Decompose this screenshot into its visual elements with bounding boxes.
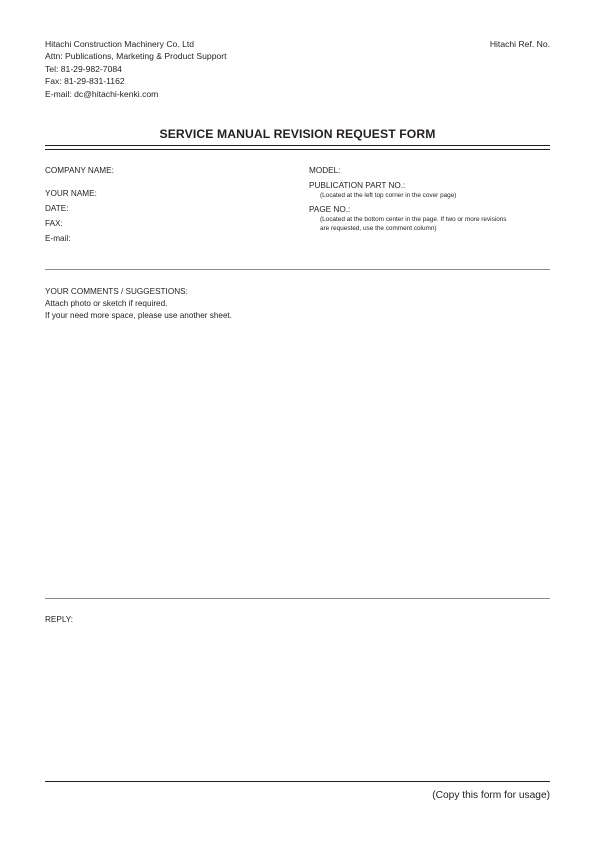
comments-heading: YOUR COMMENTS / SUGGESTIONS: — [45, 287, 188, 296]
page-no-note-line1: (Located at the bottom center in the page. If two or more revisions — [320, 216, 507, 223]
publication-part-no-note: (Located at the left top corner in the cover page) — [320, 192, 457, 199]
footer-note: (Copy this form for usage) — [432, 790, 550, 801]
email-label: E-mail: — [45, 234, 71, 243]
date-label: DATE: — [45, 204, 69, 213]
fax-label: FAX: — [45, 219, 63, 228]
bottom-rule — [45, 781, 550, 782]
comments-instruction-2: If your need more space, please use another sheet. — [45, 311, 233, 320]
page-no-label: PAGE NO.: — [309, 205, 351, 214]
publication-part-no-label: PUBLICATION PART NO.: — [309, 181, 406, 190]
reply-label: REPLY: — [45, 615, 74, 624]
comments-section — [45, 286, 232, 322]
title-rule-thin — [45, 149, 550, 150]
form-title: SERVICE MANUAL REVISION REQUEST FORM — [159, 127, 436, 141]
model-label: MODEL: — [309, 166, 341, 175]
fax-line: Fax: 81-29-831-1162 — [45, 76, 125, 87]
comments-instruction-1: Attach photo or sketch if required. — [45, 299, 168, 308]
tel-line: Tel: 81-29-982-7084 — [45, 63, 122, 74]
contact-block — [45, 38, 227, 100]
title-rule-thick — [45, 145, 550, 146]
fields-separator — [45, 269, 550, 270]
email-line: E-mail: dc@hitachi-kenki.com — [45, 88, 159, 99]
company-name: Hitachi Construction Machinery Co. Ltd — [45, 39, 195, 49]
attn-line: Attn: Publications, Marketing & Product Support — [45, 51, 227, 62]
company-name-label: COMPANY NAME: — [45, 166, 114, 175]
page-no-note-line2: are requested, use the comment column) — [320, 225, 437, 232]
your-name-label: YOUR NAME: — [45, 189, 97, 198]
comments-separator — [45, 598, 550, 599]
ref-no-label: Hitachi Ref. No. — [489, 39, 550, 49]
